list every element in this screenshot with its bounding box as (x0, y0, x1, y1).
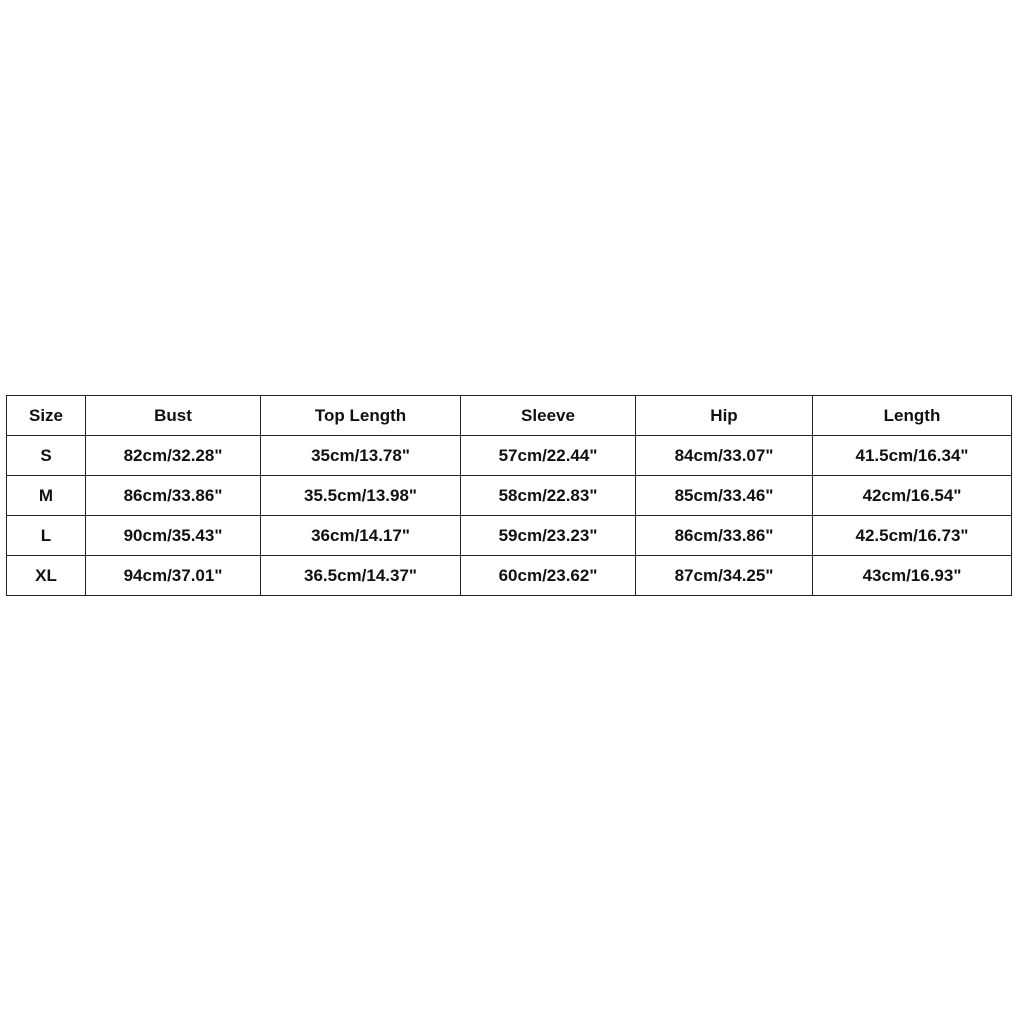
top-length-cell: 36cm/14.17" (261, 516, 461, 556)
size-cell: M (7, 476, 86, 516)
header-sleeve: Sleeve (461, 396, 636, 436)
length-cell: 41.5cm/16.34" (813, 436, 1012, 476)
hip-cell: 84cm/33.07" (636, 436, 813, 476)
table-row (7, 556, 1012, 596)
sleeve-cell: 57cm/22.44" (461, 436, 636, 476)
size-cell: XL (7, 556, 86, 596)
bust-cell: 90cm/35.43" (86, 516, 261, 556)
header-top-length: Top Length (261, 396, 461, 436)
hip-cell: 86cm/33.86" (636, 516, 813, 556)
length-cell: 42cm/16.54" (813, 476, 1012, 516)
sleeve-cell: 60cm/23.62" (461, 556, 636, 596)
table-row (7, 436, 1012, 476)
header-bust: Bust (86, 396, 261, 436)
header-length: Length (813, 396, 1012, 436)
header-size: Size (7, 396, 86, 436)
bust-cell: 82cm/32.28" (86, 436, 261, 476)
top-length-cell: 36.5cm/14.37" (261, 556, 461, 596)
bust-cell: 94cm/37.01" (86, 556, 261, 596)
bust-cell: 86cm/33.86" (86, 476, 261, 516)
table-row (7, 476, 1012, 516)
table-row (7, 516, 1012, 556)
size-chart-table (6, 395, 1012, 596)
sleeve-cell: 59cm/23.23" (461, 516, 636, 556)
size-cell: S (7, 436, 86, 476)
top-length-cell: 35.5cm/13.98" (261, 476, 461, 516)
sleeve-cell: 58cm/22.83" (461, 476, 636, 516)
length-cell: 42.5cm/16.73" (813, 516, 1012, 556)
header-row (7, 396, 1012, 436)
header-hip: Hip (636, 396, 813, 436)
hip-cell: 85cm/33.46" (636, 476, 813, 516)
hip-cell: 87cm/34.25" (636, 556, 813, 596)
top-length-cell: 35cm/13.78" (261, 436, 461, 476)
length-cell: 43cm/16.93" (813, 556, 1012, 596)
size-cell: L (7, 516, 86, 556)
